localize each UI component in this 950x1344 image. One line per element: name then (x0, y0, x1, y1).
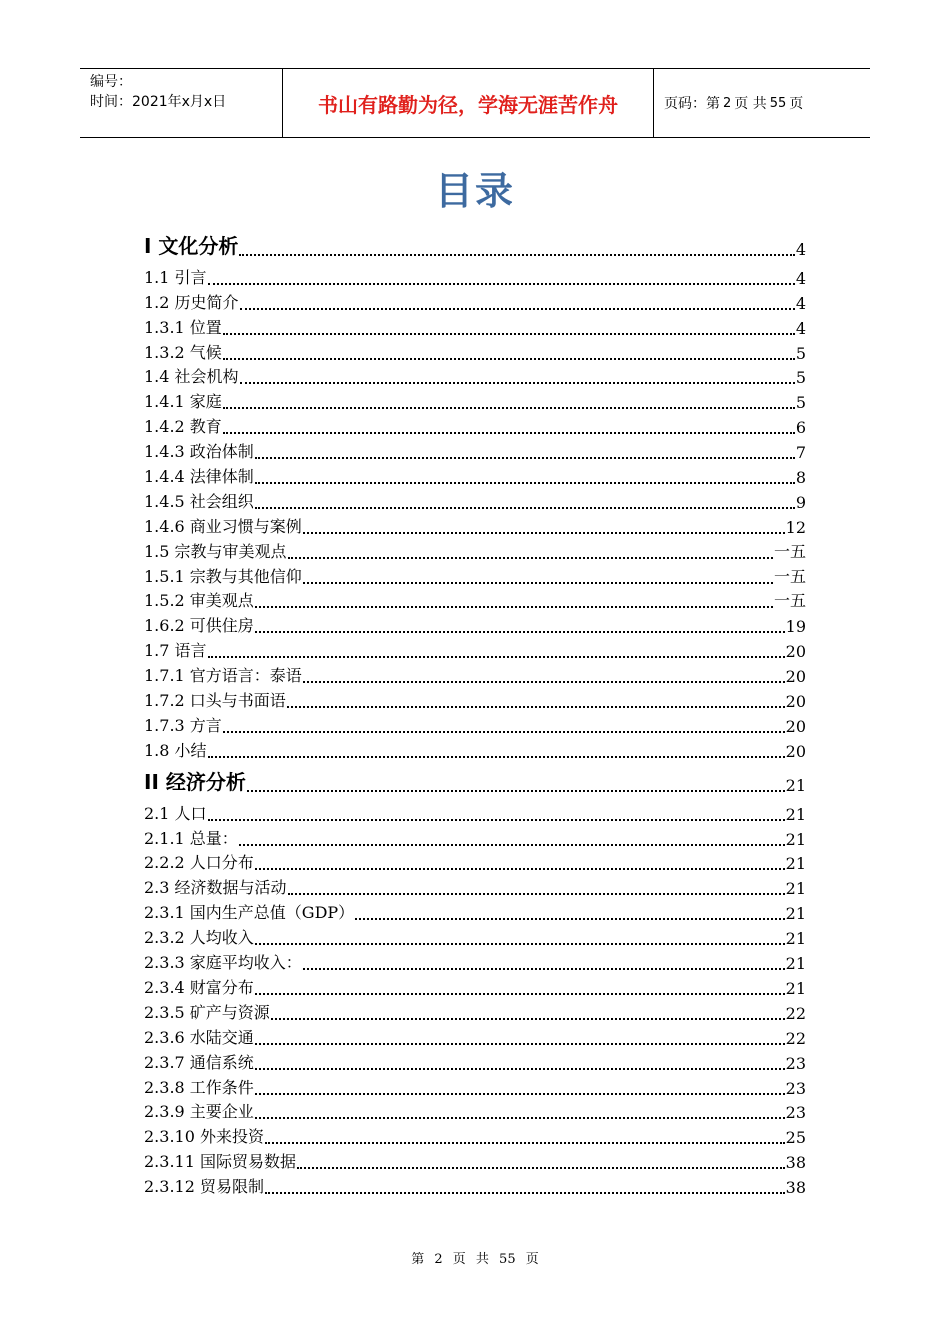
number-label: 编号： (90, 74, 132, 90)
toc-entry-label: 2.3.9 主要企业 (144, 1102, 254, 1122)
page-footer: 第 2 页 共 55 页 (411, 1252, 539, 1267)
toc-leader-dots (303, 680, 785, 683)
toc-entry-label: 1.4 社会机构 (144, 367, 239, 387)
toc-leader-dots (265, 1191, 785, 1194)
toc-entry-label: 2.3.8 工作条件 (144, 1077, 254, 1097)
toc-leader-dots (303, 967, 785, 970)
toc-entry-label: 2.3.7 通信系统 (144, 1052, 254, 1072)
header-info-cell (80, 69, 282, 137)
toc-entry-label: 2.3.11 国际贸易数据 (144, 1152, 296, 1172)
toc-entry[interactable] (144, 487, 806, 512)
toc-entry-label: 2.3 经济数据与活动 (144, 878, 287, 898)
toc-entry-label: I 文化分析 (144, 234, 239, 258)
toc-leader-dots (288, 556, 773, 559)
toc-entry-page: 22 (785, 1003, 806, 1023)
toc-entry-page: 一五 (773, 591, 806, 611)
toc-leader-dots (223, 730, 785, 733)
toc-entry-label: 1.2 历史简介 (144, 292, 239, 312)
toc-leader-dots (208, 755, 785, 758)
toc-entry-page: 20 (785, 692, 806, 712)
toc-entry-page: 一五 (773, 566, 806, 586)
toc-entry-page: 一五 (773, 541, 806, 561)
toc-entry-label: 1.7 语言 (144, 641, 207, 661)
toc-entry-page: 4 (795, 268, 806, 288)
toc-leader-dots (255, 1116, 785, 1119)
toc-entry-label: 2.1 人口 (144, 803, 207, 823)
toc-entry[interactable] (144, 263, 806, 288)
toc-entry-page: 38 (785, 1153, 806, 1173)
toc-entry-label: II 经济分析 (144, 769, 246, 794)
toc-leader-dots (255, 992, 785, 995)
toc-entry-label: 1.4.4 法律体制 (144, 467, 254, 487)
toc-entry[interactable] (144, 1147, 806, 1172)
toc-entry[interactable] (144, 661, 806, 686)
toc-leader-dots (239, 253, 794, 256)
toc-entry[interactable] (144, 611, 806, 636)
page-mid: 页 共 (734, 96, 767, 112)
toc-leader-dots (208, 655, 785, 658)
toc-entry-page: 5 (795, 343, 806, 363)
toc-leader-dots (223, 406, 795, 409)
toc-leader-dots (255, 630, 785, 633)
toc-entry-page: 4 (795, 293, 806, 313)
toc-entry-label: 1.4.3 政治体制 (144, 442, 254, 462)
toc-leader-dots (255, 605, 773, 608)
toc-entry[interactable] (144, 1073, 806, 1098)
toc-entry-label: 1.7.2 口头与书面语 (144, 691, 286, 711)
toc-entry-page: 5 (795, 393, 806, 413)
toc-leader-dots (265, 1141, 785, 1144)
toc-entry[interactable] (144, 998, 806, 1023)
toc-entry-label: 1.4.5 社会组织 (144, 491, 254, 511)
toc-entry-page: 23 (785, 1078, 806, 1098)
page-end: 页 (789, 96, 804, 112)
toc-entry[interactable] (144, 462, 806, 487)
toc-entry-label: 1.6.2 可供住房 (144, 616, 254, 636)
toc-entry-label: 1.4.1 家庭 (144, 392, 222, 412)
toc-entry[interactable] (144, 736, 806, 761)
toc-leader-dots (255, 1042, 785, 1045)
toc-entry-page: 21 (785, 929, 806, 949)
toc-leader-dots (255, 867, 785, 870)
toc-entry-page: 21 (785, 829, 806, 849)
toc-entry-page: 8 (795, 468, 806, 488)
toc-entry[interactable] (144, 873, 806, 898)
toc-entry-label: 1.5.2 审美观点 (144, 591, 254, 611)
toc-entry[interactable] (144, 363, 806, 388)
toc-entry[interactable] (144, 338, 806, 363)
toc-entry-label: 2.3.4 财富分布 (144, 977, 254, 997)
toc-leader-dots (239, 843, 785, 846)
toc-entry-page: 4 (795, 318, 806, 338)
toc-entry-page: 23 (785, 1103, 806, 1123)
toc-entry-page: 21 (785, 904, 806, 924)
toc-entry-page: 7 (795, 443, 806, 463)
toc-entry[interactable] (144, 387, 806, 412)
toc-leader-dots (303, 531, 785, 534)
toc-entry[interactable] (144, 799, 806, 824)
toc-leader-dots (303, 581, 773, 584)
toc-entry-page: 21 (785, 978, 806, 998)
toc-entry[interactable] (144, 824, 806, 849)
toc-entry-page: 20 (785, 741, 806, 761)
toc-entry[interactable] (144, 1023, 806, 1048)
toc-entry-label: 1.8 小结 (144, 740, 207, 760)
table-of-contents (144, 225, 806, 1197)
toc-entry[interactable] (144, 973, 806, 998)
toc-entry-label: 1.3.2 气候 (144, 342, 222, 362)
toc-entry-label: 1.4.2 教育 (144, 417, 222, 437)
page-total: 55 (769, 95, 787, 111)
toc-leader-dots (223, 431, 795, 434)
toc-leader-dots (255, 481, 795, 484)
toc-entry-page: 21 (785, 954, 806, 974)
toc-leader-dots (288, 892, 785, 895)
toc-entry[interactable] (144, 1172, 806, 1197)
page-number: 2 (723, 95, 732, 111)
toc-entry[interactable] (144, 562, 806, 587)
toc-entry[interactable] (144, 636, 806, 661)
toc-leader-dots (223, 357, 795, 360)
toc-entry-page: 4 (795, 240, 806, 259)
header-motto: 书山有路勤为径，学海无涯苦作舟 (282, 69, 654, 137)
toc-leader-dots (255, 1067, 785, 1070)
toc-entry-label: 2.3.10 外来投资 (144, 1127, 264, 1147)
toc-leader-dots (271, 1017, 785, 1020)
header-page-info (654, 69, 870, 137)
toc-entry[interactable] (144, 537, 806, 562)
page-header (80, 68, 870, 138)
toc-section-entry[interactable] (144, 761, 806, 799)
toc-entry[interactable] (144, 587, 806, 612)
toc-entry-label: 1.5 宗教与审美观点 (144, 541, 287, 561)
toc-entry-label: 1.3.1 位置 (144, 317, 222, 337)
toc-entry-label: 1.4.6 商业习惯与案例 (144, 516, 302, 536)
toc-leader-dots (355, 917, 784, 920)
toc-entry[interactable] (144, 288, 806, 313)
toc-leader-dots (297, 1166, 785, 1169)
toc-leader-dots (208, 818, 785, 821)
toc-entry-page: 6 (795, 418, 806, 438)
toc-entry[interactable] (144, 412, 806, 437)
toc-entry[interactable] (144, 313, 806, 338)
toc-entry[interactable] (144, 923, 806, 948)
toc-entry-label: 2.3.1 国内生产总值（GDP） (144, 903, 355, 923)
toc-entry-page: 38 (785, 1178, 806, 1198)
toc-leader-dots (223, 332, 795, 335)
toc-entry-page: 25 (785, 1128, 806, 1148)
toc-leader-dots (240, 307, 795, 310)
toc-leader-dots (247, 789, 785, 792)
toc-entry-label: 1.1 引言 (144, 267, 207, 287)
toc-entry-page: 21 (785, 775, 806, 795)
toc-entry-label: 2.1.1 总量： (144, 828, 238, 848)
time-label: 时间：2021年x月x日 (90, 94, 227, 110)
toc-entry[interactable] (144, 1048, 806, 1073)
toc-entry-page: 9 (795, 492, 806, 512)
toc-entry-label: 2.3.12 贸易限制 (144, 1177, 264, 1197)
toc-entry-page: 20 (785, 716, 806, 736)
toc-entry-page: 12 (785, 517, 806, 537)
toc-leader-dots (255, 506, 795, 509)
toc-entry-page: 21 (785, 804, 806, 824)
toc-leader-dots (287, 705, 785, 708)
toc-entry[interactable] (144, 437, 806, 462)
toc-entry-page: 21 (785, 879, 806, 899)
toc-entry-page: 21 (785, 854, 806, 874)
toc-entry[interactable] (144, 948, 806, 973)
page-title: 目录 (434, 169, 515, 213)
toc-entry[interactable] (144, 686, 806, 711)
toc-entry[interactable] (144, 898, 806, 923)
toc-entry-label: 2.3.6 水陆交通 (144, 1027, 254, 1047)
toc-leader-dots (255, 456, 795, 459)
toc-entry-label: 2.3.5 矿产与资源 (144, 1002, 270, 1022)
toc-entry[interactable] (144, 849, 806, 874)
toc-leader-dots (255, 942, 785, 945)
toc-leader-dots (208, 282, 795, 285)
toc-entry[interactable] (144, 711, 806, 736)
toc-entry-page: 23 (785, 1053, 806, 1073)
toc-entry[interactable] (144, 512, 806, 537)
toc-section-entry[interactable] (144, 225, 806, 263)
toc-leader-dots (255, 1092, 785, 1095)
toc-entry-label: 2.3.3 家庭平均收入： (144, 953, 302, 973)
toc-entry[interactable] (144, 1122, 806, 1147)
toc-entry-page: 20 (785, 667, 806, 687)
toc-entry[interactable] (144, 1098, 806, 1123)
toc-entry-page: 20 (785, 642, 806, 662)
toc-entry-label: 1.7.3 方言 (144, 715, 222, 735)
toc-entry-label: 1.5.1 宗教与其他信仰 (144, 566, 302, 586)
toc-entry-label: 1.7.1 官方语言：泰语 (144, 666, 302, 686)
toc-leader-dots (240, 381, 795, 384)
page-label: 页码：第 (664, 96, 720, 112)
toc-entry-page: 22 (785, 1028, 806, 1048)
toc-entry-label: 2.3.2 人均收入 (144, 928, 254, 948)
toc-entry-label: 2.2.2 人口分布 (144, 853, 254, 873)
toc-entry-page: 19 (785, 617, 806, 637)
toc-entry-page: 5 (795, 368, 806, 388)
